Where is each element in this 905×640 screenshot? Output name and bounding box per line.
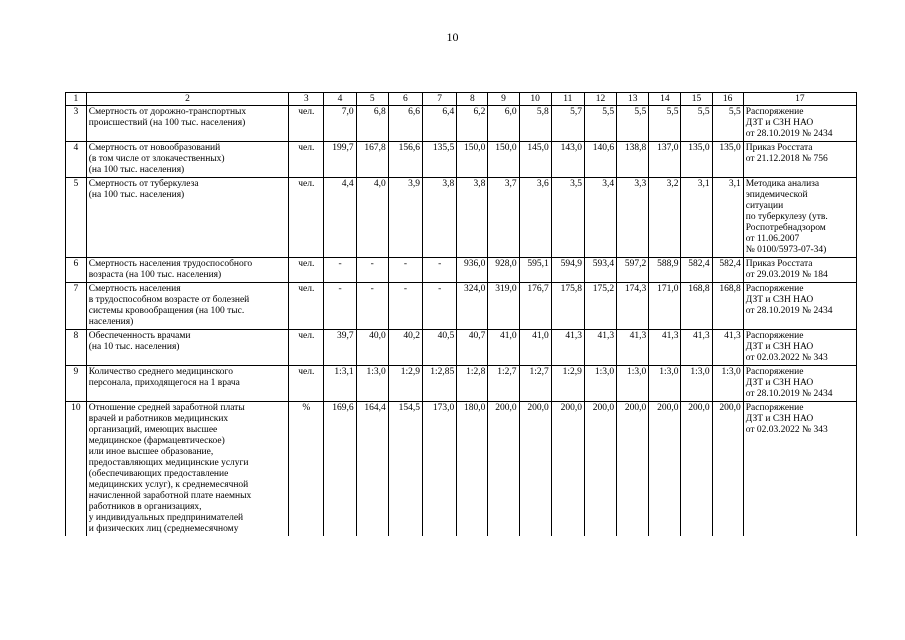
value-cell: 200,0 xyxy=(681,402,712,537)
value-cell: 588,9 xyxy=(649,258,681,283)
value-cell: 5,5 xyxy=(617,106,649,142)
value-cell: 1:2,85 xyxy=(423,366,457,402)
value-cell: 7,0 xyxy=(324,106,356,142)
unit-cell: чел. xyxy=(289,366,324,402)
indicators-table xyxy=(65,92,857,536)
value-cell: 200,0 xyxy=(584,402,616,537)
value-cell: 200,0 xyxy=(551,402,584,537)
column-header: 3 xyxy=(289,93,324,106)
indicator-name-cell: Обеспеченность врачами (на 10 тыс. населения) xyxy=(86,330,288,366)
value-cell: 3,7 xyxy=(488,178,519,258)
value-cell: 1:3,1 xyxy=(324,366,356,402)
value-cell: 1:3,0 xyxy=(617,366,649,402)
value-cell: 582,4 xyxy=(712,258,743,283)
value-cell: 1:2,9 xyxy=(388,366,422,402)
value-cell: 1:2,7 xyxy=(519,366,551,402)
header-row xyxy=(66,93,857,106)
value-cell: 164,4 xyxy=(356,402,388,537)
value-cell: 180,0 xyxy=(457,402,488,537)
value-cell: 145,0 xyxy=(519,142,551,178)
table-row xyxy=(66,106,857,142)
indicator-name-cell: Смертность от туберкулеза (на 100 тыс. населения) xyxy=(86,178,288,258)
value-cell: 200,0 xyxy=(488,402,519,537)
value-cell: 135,0 xyxy=(712,142,743,178)
value-cell: 3,2 xyxy=(649,178,681,258)
value-cell: 200,0 xyxy=(519,402,551,537)
source-document-cell: Распоряжение ДЗТ и СЗН НАО от 02.03.2022 № 343 xyxy=(743,402,856,537)
value-cell: 928,0 xyxy=(488,258,519,283)
row-number-cell: 7 xyxy=(66,283,87,330)
table-row xyxy=(66,366,857,402)
value-cell: 3,9 xyxy=(388,178,422,258)
value-cell: 1:3,0 xyxy=(584,366,616,402)
column-header: 16 xyxy=(712,93,743,106)
value-cell: 41,3 xyxy=(617,330,649,366)
value-cell: 41,3 xyxy=(649,330,681,366)
value-cell: 936,0 xyxy=(457,258,488,283)
value-cell: 156,6 xyxy=(388,142,422,178)
value-cell: 319,0 xyxy=(488,283,519,330)
value-cell: 6,0 xyxy=(488,106,519,142)
value-cell: 200,0 xyxy=(712,402,743,537)
value-cell: 176,7 xyxy=(519,283,551,330)
value-cell: 41,3 xyxy=(681,330,712,366)
value-cell: 150,0 xyxy=(488,142,519,178)
column-header: 1 xyxy=(66,93,87,106)
value-cell: - xyxy=(423,258,457,283)
value-cell: 1:2,9 xyxy=(551,366,584,402)
value-cell: 174,3 xyxy=(617,283,649,330)
table-row xyxy=(66,283,857,330)
unit-cell: чел. xyxy=(289,178,324,258)
value-cell: 39,7 xyxy=(324,330,356,366)
value-cell: 150,0 xyxy=(457,142,488,178)
source-document-cell: Приказ Росстата от 29.03.2019 № 184 xyxy=(743,258,856,283)
column-header: 15 xyxy=(681,93,712,106)
indicator-name-cell: Смертность населения трудоспособного возраста (на 100 тыс. населения) xyxy=(86,258,288,283)
value-cell: - xyxy=(388,283,422,330)
source-document-cell: Приказ Росстата от 21.12.2018 № 756 xyxy=(743,142,856,178)
value-cell: 593,4 xyxy=(584,258,616,283)
value-cell: 594,9 xyxy=(551,258,584,283)
value-cell: 138,8 xyxy=(617,142,649,178)
value-cell: 135,5 xyxy=(423,142,457,178)
value-cell: 40,5 xyxy=(423,330,457,366)
unit-cell: чел. xyxy=(289,283,324,330)
value-cell: 171,0 xyxy=(649,283,681,330)
value-cell: 3,6 xyxy=(519,178,551,258)
row-number-cell: 6 xyxy=(66,258,87,283)
value-cell: 40,7 xyxy=(457,330,488,366)
row-number-cell: 5 xyxy=(66,178,87,258)
value-cell: 324,0 xyxy=(457,283,488,330)
value-cell: 5,5 xyxy=(584,106,616,142)
value-cell: 3,4 xyxy=(584,178,616,258)
row-number-cell: 8 xyxy=(66,330,87,366)
value-cell: 175,8 xyxy=(551,283,584,330)
source-document-cell: Распоряжение ДЗТ и СЗН НАО от 02.03.2022 № 343 xyxy=(743,330,856,366)
value-cell: 41,0 xyxy=(519,330,551,366)
indicator-name-cell: Смертность от новообразований (в том числе от злокачественных) (на 100 тыс. населения) xyxy=(86,142,288,178)
page-number: 10 xyxy=(446,30,459,44)
value-cell: - xyxy=(324,283,356,330)
value-cell: 6,8 xyxy=(356,106,388,142)
value-cell: 41,3 xyxy=(551,330,584,366)
value-cell: 168,8 xyxy=(712,283,743,330)
value-cell: - xyxy=(356,283,388,330)
indicator-name-cell: Смертность населения в трудоспособном возрасте от болезней системы кровообращения (на 100 тыс. населения) xyxy=(86,283,288,330)
table-row xyxy=(66,330,857,366)
value-cell: 5,5 xyxy=(712,106,743,142)
value-cell: 6,2 xyxy=(457,106,488,142)
table-row xyxy=(66,258,857,283)
value-cell: - xyxy=(324,258,356,283)
column-header: 2 xyxy=(86,93,288,106)
column-header: 4 xyxy=(324,93,356,106)
value-cell: 3,1 xyxy=(681,178,712,258)
value-cell: 5,8 xyxy=(519,106,551,142)
value-cell: 6,4 xyxy=(423,106,457,142)
value-cell: 1:3,0 xyxy=(649,366,681,402)
source-document-cell: Распоряжение ДЗТ и СЗН НАО от 28.10.2019 № 2434 xyxy=(743,106,856,142)
indicator-name-cell: Отношение средней заработной платы врачей и работников медицинских организаций, имеющих высшее медицинское (фармацевтическое) или иное высшее образование, предоставляющих медицинские услуги (обеспечивающих предоставление медицинских услуг), к среднемесячной начисленной заработной плате наемных работников в организациях, у индивидуальных предпринимателей и физических лиц (среднемесячному xyxy=(86,402,288,537)
value-cell: 41,0 xyxy=(488,330,519,366)
column-header: 12 xyxy=(584,93,616,106)
value-cell: 40,0 xyxy=(356,330,388,366)
column-header: 8 xyxy=(457,93,488,106)
value-cell: - xyxy=(423,283,457,330)
value-cell: 41,3 xyxy=(712,330,743,366)
value-cell: 5,7 xyxy=(551,106,584,142)
column-header: 5 xyxy=(356,93,388,106)
unit-cell: чел. xyxy=(289,258,324,283)
value-cell: 3,1 xyxy=(712,178,743,258)
value-cell: 1:3,0 xyxy=(356,366,388,402)
row-number-cell: 10 xyxy=(66,402,87,537)
value-cell: 3,5 xyxy=(551,178,584,258)
source-document-cell: Распоряжение ДЗТ и СЗН НАО от 28.10.2019 № 2434 xyxy=(743,366,856,402)
value-cell: 1:2,7 xyxy=(488,366,519,402)
value-cell: 597,2 xyxy=(617,258,649,283)
value-cell: 143,0 xyxy=(551,142,584,178)
value-cell: - xyxy=(388,258,422,283)
value-cell: 1:3,0 xyxy=(712,366,743,402)
value-cell: 140,6 xyxy=(584,142,616,178)
row-number-cell: 3 xyxy=(66,106,87,142)
value-cell: 6,6 xyxy=(388,106,422,142)
value-cell: 3,8 xyxy=(457,178,488,258)
value-cell: 4,4 xyxy=(324,178,356,258)
indicator-name-cell: Количество среднего медицинского персонала, приходящегося на 1 врача xyxy=(86,366,288,402)
column-header: 13 xyxy=(617,93,649,106)
column-header: 6 xyxy=(388,93,422,106)
value-cell: 41,3 xyxy=(584,330,616,366)
unit-cell: чел. xyxy=(289,330,324,366)
table-row xyxy=(66,142,857,178)
value-cell: 1:3,0 xyxy=(681,366,712,402)
value-cell: 169,6 xyxy=(324,402,356,537)
value-cell: 4,0 xyxy=(356,178,388,258)
value-cell: 40,2 xyxy=(388,330,422,366)
value-cell: 135,0 xyxy=(681,142,712,178)
source-document-cell: Распоряжение ДЗТ и СЗН НАО от 28.10.2019 № 2434 xyxy=(743,283,856,330)
value-cell: 167,8 xyxy=(356,142,388,178)
value-cell: 582,4 xyxy=(681,258,712,283)
table-row xyxy=(66,402,857,537)
indicator-name-cell: Смертность от дорожно-транспортных происшествий (на 100 тыс. населения) xyxy=(86,106,288,142)
column-header: 7 xyxy=(423,93,457,106)
value-cell: 168,8 xyxy=(681,283,712,330)
unit-cell: чел. xyxy=(289,106,324,142)
table-row xyxy=(66,178,857,258)
row-number-cell: 9 xyxy=(66,366,87,402)
value-cell: 199,7 xyxy=(324,142,356,178)
unit-cell: % xyxy=(289,402,324,537)
row-number-cell: 4 xyxy=(66,142,87,178)
value-cell: 154,5 xyxy=(388,402,422,537)
column-header: 14 xyxy=(649,93,681,106)
column-header: 9 xyxy=(488,93,519,106)
value-cell: 137,0 xyxy=(649,142,681,178)
unit-cell: чел. xyxy=(289,142,324,178)
value-cell: 3,8 xyxy=(423,178,457,258)
value-cell: 3,3 xyxy=(617,178,649,258)
value-cell: 595,1 xyxy=(519,258,551,283)
source-document-cell: Методика анализа эпидемической ситуации по туберкулезу (утв. Роспотребнадзором от 11.06.2007 № 0100/5973-07-34) xyxy=(743,178,856,258)
column-header: 17 xyxy=(743,93,856,106)
value-cell: 200,0 xyxy=(649,402,681,537)
column-header: 10 xyxy=(519,93,551,106)
value-cell: 5,5 xyxy=(649,106,681,142)
value-cell: 1:2,8 xyxy=(457,366,488,402)
value-cell: 175,2 xyxy=(584,283,616,330)
value-cell: 173,0 xyxy=(423,402,457,537)
value-cell: 5,5 xyxy=(681,106,712,142)
value-cell: 200,0 xyxy=(617,402,649,537)
value-cell: - xyxy=(356,258,388,283)
column-header: 11 xyxy=(551,93,584,106)
